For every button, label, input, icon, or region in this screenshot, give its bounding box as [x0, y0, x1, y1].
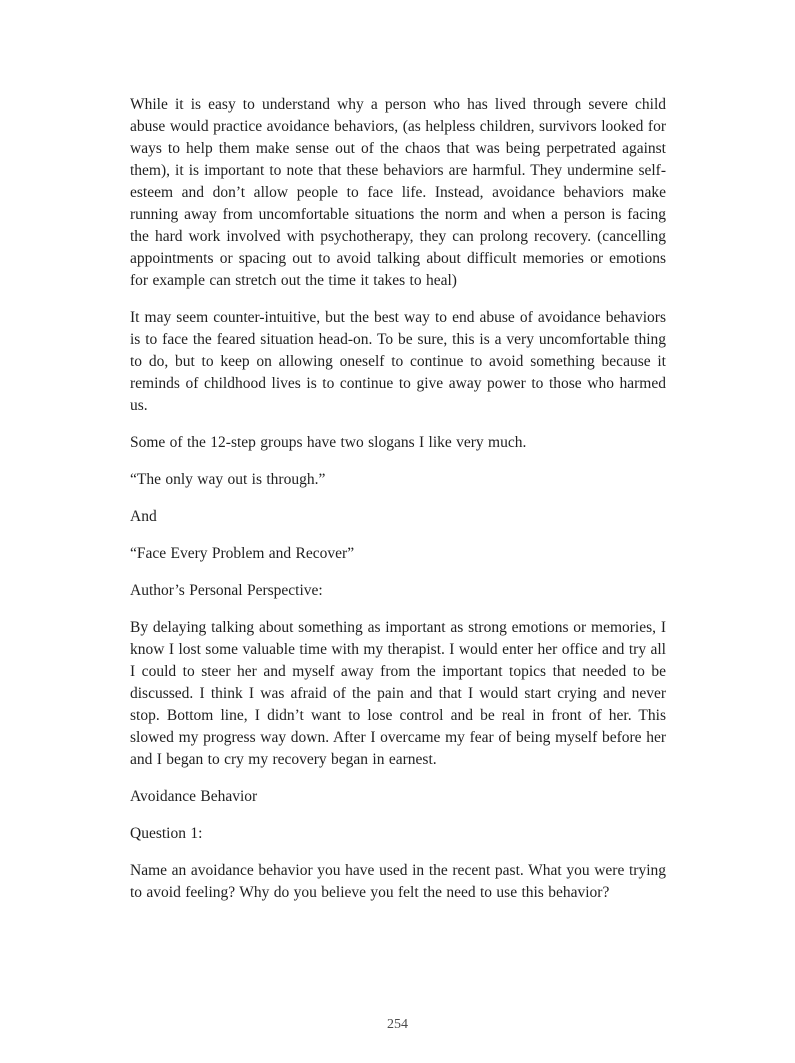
document-body	[130, 94, 666, 919]
quote-paragraph: “The only way out is through.”	[130, 471, 326, 488]
page-number: 254	[387, 1017, 408, 1032]
paragraph: Name an avoidance behavior you have used in the recent past. What you were trying to avoid feeling? Why do you believe you felt the need to use this behavior?	[130, 862, 666, 901]
paragraph: And	[130, 508, 157, 525]
question-label: Question 1:	[130, 825, 203, 842]
section-label: Avoidance Behavior	[130, 788, 258, 805]
section-label: Author’s Personal Perspective:	[130, 582, 323, 599]
paragraph: By delaying talking about something as important as strong emotions or memories, I know I lost some valuable time with my therapist. I would enter her office and try all I could to steer her and myself away from the important topics that needed to be discussed. I think I was afraid of the pain and that I would start crying and never stop. Bottom line, I didn’t want to lose control and be real in front of her. This slowed my progress way down. After I overcame my fear of being myself before her and I began to cry my recovery began in earnest.	[130, 619, 666, 768]
paragraph: It may seem counter-intuitive, but the best way to end abuse of avoidance behaviors is to face the feared situation head-on. To be sure, this is a very uncomfortable thing to do, but to keep on allowing oneself to continue to avoid something because it reminds of childhood lives is to continue to give away power to those who harmed us.	[130, 309, 666, 414]
paragraph: Some of the 12-step groups have two slogans I like very much.	[130, 434, 527, 451]
quote-paragraph: “Face Every Problem and Recover”	[130, 545, 355, 562]
paragraph: While it is easy to understand why a person who has lived through severe child abuse would practice avoidance behaviors, (as helpless children, survivors looked for ways to help them make sense out of the chaos that was being perpetrated against them), it is important to note that these behaviors are harmful. They undermine self-esteem and don’t allow people to face life. Instead, avoidance behaviors make running away from uncomfortable situations the norm and when a person is facing the hard work involved with psychotherapy, they can prolong recovery. (cancelling appointments or spacing out to avoid talking about difficult memories or emotions for example can stretch out the time it takes to heal)	[130, 96, 666, 289]
